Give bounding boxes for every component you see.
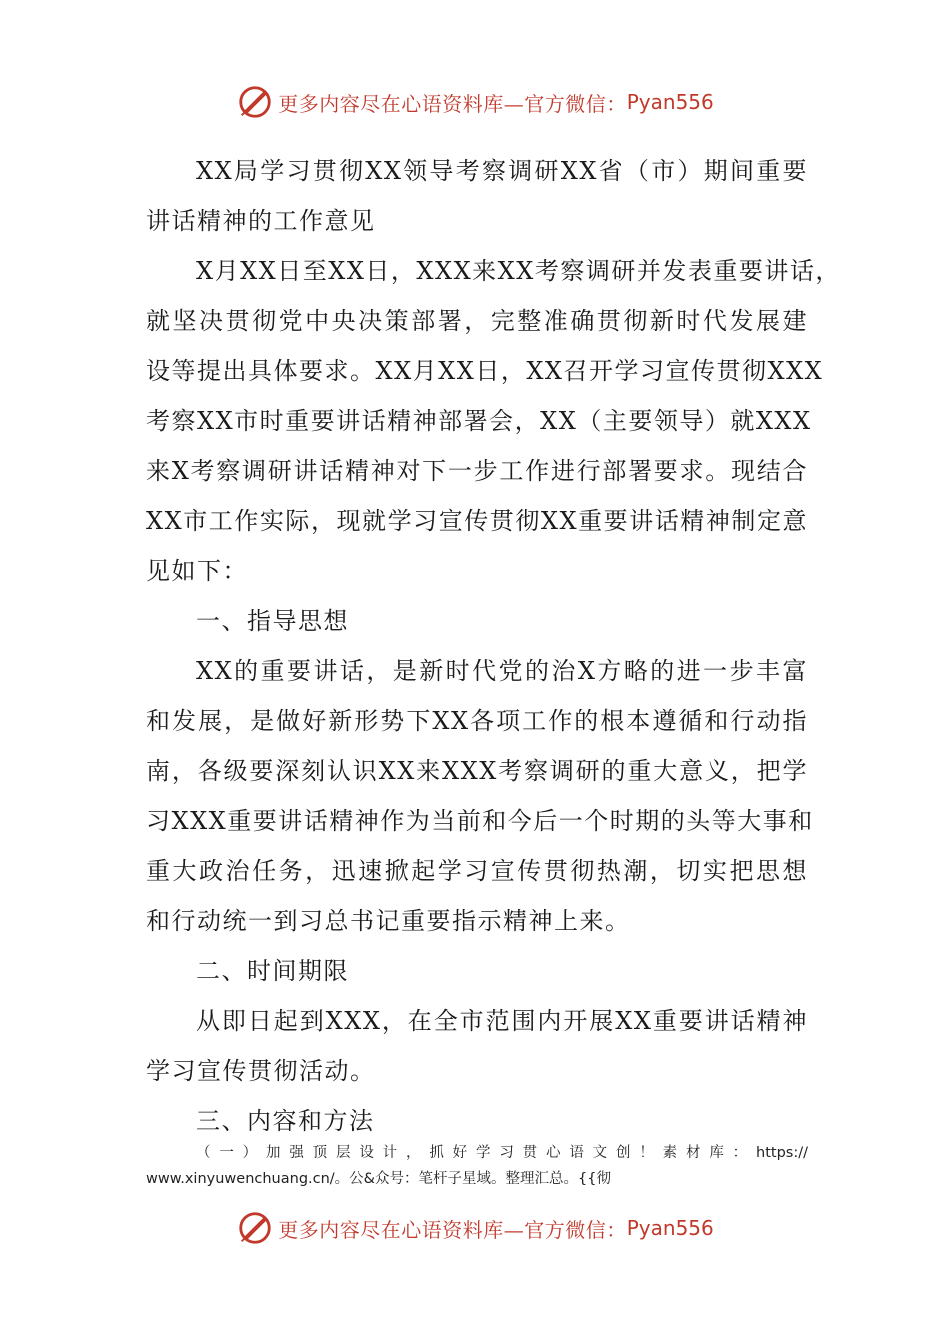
section-heading-content-methods: 三、内容和方法 <box>196 1107 375 1135</box>
pen-seal-icon <box>236 1209 274 1247</box>
paragraph-line: 设等提出具体要求。XX月XX日，XX召开学习宣传贯彻XXX <box>146 357 824 385</box>
paragraph-line: 来X考察调研讲话精神对下一步工作进行部署要求。现结合 <box>146 457 808 485</box>
paragraph-line: 和发展，是做好新形势下XX各项工作的根本遵循和行动指 <box>146 707 808 735</box>
paragraph-line: XX的重要讲话，是新时代党的治X方略的进一步丰富 <box>196 657 808 685</box>
paragraph-line: 南，各级要深刻认识XX来XXX考察调研的重大意义，把学 <box>146 757 808 785</box>
doc-title-line-1: XX局学习贯彻XX领导考察调研XX省（市）期间重要 <box>196 157 808 185</box>
paragraph-line: 学习宣传贯彻活动。 <box>146 1057 376 1085</box>
footer-line-2: www.xinyuwenchuang.cn/。公&众号：笔杆子星域。整理汇总。{{彻 <box>146 1171 611 1187</box>
doc-title-line-2: 讲话精神的工作意见 <box>146 207 376 235</box>
banner-text: 更多内容尽在心语资料库—官方微信： <box>278 1217 627 1242</box>
paragraph-line: 就坚决贯彻党中央决策部署，完整准确贯彻新时代发展建 <box>146 307 808 335</box>
footer-banner <box>0 1208 950 1248</box>
paragraph-line: 从即日起到XXX，在全市范围内开展XX重要讲话精神 <box>196 1007 808 1035</box>
paragraph-line: 考察XX市时重要讲话精神部署会，XX（主要领导）就XXX <box>146 407 812 435</box>
paragraph-line: 重大政治任务，迅速掀起学习宣传贯彻热潮，切实把思想 <box>146 857 808 885</box>
pen-seal-icon <box>236 83 274 121</box>
banner-wechat-id: Pyan556 <box>626 1216 714 1240</box>
banner-wechat-id: Pyan556 <box>626 90 714 114</box>
header-banner <box>0 82 950 122</box>
paragraph-line: XX市工作实际，现就学习宣传贯彻XX重要讲话精神制定意 <box>146 507 808 535</box>
footer-note <box>146 1140 808 1192</box>
paragraph-line: X月XX日至XX日，XXX来XX考察调研并发表重要讲话， <box>196 257 841 285</box>
banner-text: 更多内容尽在心语资料库—官方微信： <box>278 91 627 116</box>
paragraph-line: 习XXX重要讲话精神作为当前和今后一个时期的头等大事和 <box>146 807 814 835</box>
document-body <box>146 146 841 1146</box>
paragraph-line: 见如下： <box>146 557 248 585</box>
paragraph-line: 和行动统一到习总书记重要指示精神上来。 <box>146 907 631 935</box>
section-heading-guiding-thought: 一、指导思想 <box>196 607 349 635</box>
section-heading-time-limit: 二、时间期限 <box>196 957 349 985</box>
footer-line-1: （一）加强顶层设计，抓好学习贯心语文创！素材库：https:// <box>196 1145 808 1161</box>
